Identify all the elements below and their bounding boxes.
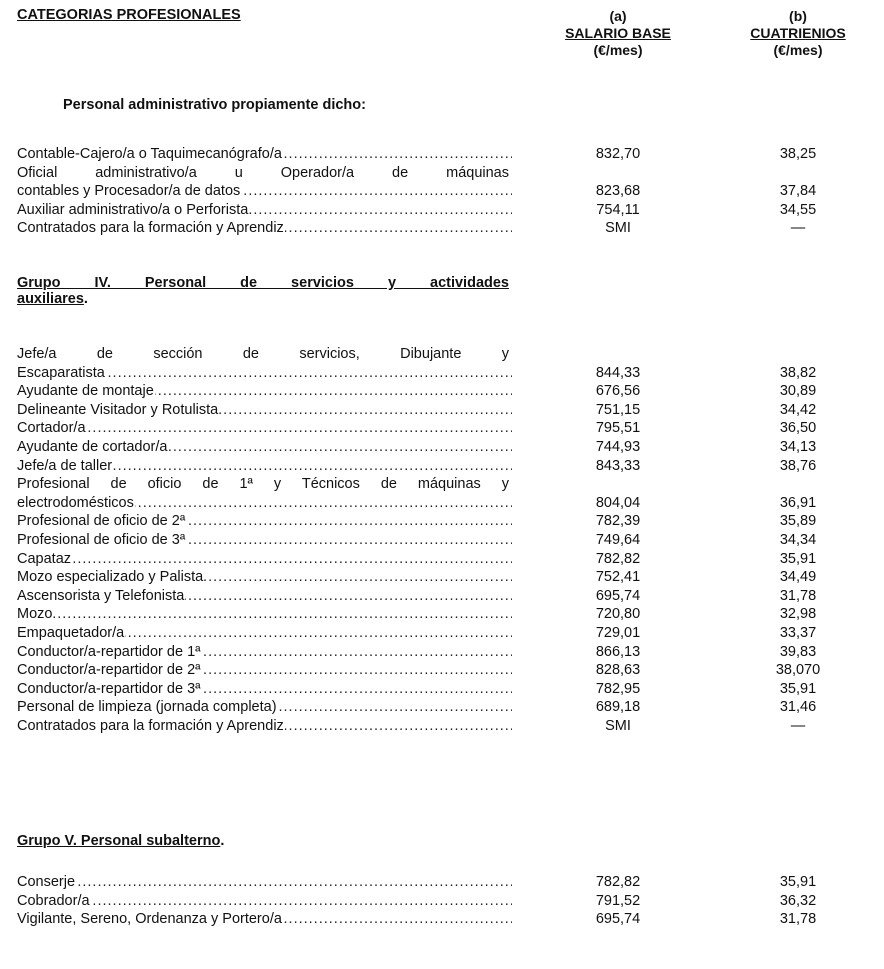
salario-base-value: 744,93 xyxy=(595,439,641,455)
row-label-leader xyxy=(17,910,512,928)
cuatrienios-value: 31,46 xyxy=(779,699,817,716)
salario-base-value: 832,70 xyxy=(595,146,641,162)
salario-base-value: 782,82 xyxy=(595,550,641,567)
row-label-leader xyxy=(17,587,512,605)
column-letter-a: (a) xyxy=(609,8,627,24)
cuatrienios-value: 38,82 xyxy=(779,364,817,381)
row-label-leader xyxy=(17,419,512,437)
cuatrienios-value: 36,91 xyxy=(779,494,817,511)
row-label: Personal de limpieza (jornada completa) xyxy=(17,699,277,716)
row-label-leader xyxy=(17,873,512,891)
row-label-leader xyxy=(17,531,512,549)
row-label-leader xyxy=(17,457,512,475)
row-label-leader xyxy=(17,680,512,698)
table-row xyxy=(17,182,857,200)
row-label-leader xyxy=(17,219,512,237)
row-label-leader xyxy=(17,605,512,623)
cuatrienios-value: 34,42 xyxy=(779,401,817,418)
row-label-line: Jefe/a de sección de servicios, Dibujante y xyxy=(17,346,509,362)
cuatrienios-value: 35,89 xyxy=(779,513,817,530)
salario-base-value: 782,82 xyxy=(595,874,641,890)
table-row xyxy=(17,512,857,530)
cuatrienios-value: 34,34 xyxy=(779,532,817,548)
column-label-cuatrienios: CUATRIENIOS xyxy=(750,25,846,41)
row-label: Jefe/a de taller xyxy=(17,457,113,474)
salario-base-value: 695,74 xyxy=(595,911,641,928)
cuatrienios-value: 37,84 xyxy=(779,183,817,200)
row-label-leader xyxy=(17,568,512,586)
row-label: electrodomésticos xyxy=(17,494,134,511)
salario-base-value: 782,95 xyxy=(595,680,641,697)
row-label: Capataz xyxy=(17,550,72,567)
row-label-line: Profesional de oficio de 1ª y Técnicos de máquinas y xyxy=(17,476,509,493)
salario-base-value: 749,64 xyxy=(595,532,641,548)
cuatrienios-value: 38,76 xyxy=(779,457,817,474)
row-label: Vigilante, Sereno, Ordenanza y Portero/a xyxy=(17,911,282,928)
row-label: Contable-Cajero/a o Taquimecanógrafo/a xyxy=(17,146,282,162)
cuatrienios-value: — xyxy=(790,220,806,237)
table-row xyxy=(17,680,857,698)
salario-base-value: 804,04 xyxy=(595,494,641,511)
row-label-leader xyxy=(17,661,512,679)
salario-base-value: 823,68 xyxy=(595,183,641,200)
cuatrienios-value: 36,50 xyxy=(779,420,817,437)
cuatrienios-value: 32,98 xyxy=(779,606,817,623)
row-label: Cortador/a xyxy=(17,420,86,437)
cuatrienios-value: 31,78 xyxy=(779,587,817,604)
row-label-leader xyxy=(17,643,512,661)
row-label: Mozo especializado y Palista xyxy=(17,569,204,586)
salario-base-value: 791,52 xyxy=(595,892,641,909)
table-row xyxy=(17,661,857,679)
row-label: Conserje xyxy=(17,874,76,890)
column-unit-a: (€/mes) xyxy=(593,42,643,58)
row-label-leader xyxy=(17,145,512,163)
salario-base-value: 689,18 xyxy=(595,699,641,716)
cuatrienios-value: 30,89 xyxy=(779,383,817,400)
table-row xyxy=(17,587,857,605)
row-label: Profesional de oficio de 3ª xyxy=(17,532,186,548)
row-label: Ayudante de cortador/a xyxy=(17,439,168,455)
section-title-grupo-iv-end: . xyxy=(83,291,88,307)
row-label-leader xyxy=(17,182,512,200)
salario-base-value: 676,56 xyxy=(595,383,641,400)
table-row xyxy=(17,892,857,910)
table-row xyxy=(17,438,857,456)
cuatrienios-value: 39,83 xyxy=(779,643,817,660)
row-label-leader xyxy=(17,550,512,568)
section-title-grupo-v-text: Grupo V. Personal subalterno xyxy=(17,833,221,849)
row-label: Auxiliar administrativo/a o Perforista xyxy=(17,201,249,218)
cuatrienios-value: 34,55 xyxy=(779,201,817,218)
salario-base-value: 720,80 xyxy=(595,606,641,623)
salario-base-value: 844,33 xyxy=(595,364,641,381)
salario-base-value: 729,01 xyxy=(595,625,641,641)
table-row xyxy=(17,145,857,163)
row-label: Mozo xyxy=(17,606,53,623)
cuatrienios-value: 35,91 xyxy=(779,680,817,697)
row-label: Empaquetador/a xyxy=(17,625,125,641)
table-row xyxy=(17,550,857,568)
row-label: Escaparatista xyxy=(17,364,105,381)
salario-base-value: 795,51 xyxy=(595,420,641,437)
page-title: CATEGORIAS PROFESIONALES xyxy=(17,7,241,23)
salario-base-value: 782,39 xyxy=(595,513,641,530)
table-row xyxy=(17,698,857,716)
salario-base-value: 754,11 xyxy=(596,201,640,218)
cuatrienios-value: 31,78 xyxy=(779,911,817,928)
salario-base-value: 843,33 xyxy=(595,457,641,474)
cuatrienios-value: 38,25 xyxy=(779,146,817,162)
section-title-grupo-v xyxy=(17,833,224,849)
section-title-admin: Personal administrativo propiamente dicho: xyxy=(63,97,366,113)
row-label: contables y Procesador/a de datos xyxy=(17,183,241,200)
row-label: Conductor/a-repartidor de 2ª xyxy=(17,662,201,679)
cuatrienios-value: 36,32 xyxy=(779,892,817,909)
table-row xyxy=(17,419,857,437)
row-label: Delineante Visitador y Rotulista xyxy=(17,401,219,418)
row-label-leader xyxy=(17,512,512,530)
row-label-leader xyxy=(17,401,512,419)
column-letter-b: (b) xyxy=(789,8,807,24)
table-row xyxy=(17,568,857,586)
row-label-leader xyxy=(17,364,512,382)
column-label-salario-base: SALARIO BASE xyxy=(565,25,671,41)
row-label-leader xyxy=(17,892,512,910)
row-label-line: Oficial administrativo/a u Operador/a de máquinas xyxy=(17,164,509,181)
table-row xyxy=(17,457,857,475)
row-label-leader xyxy=(17,438,512,456)
row-label: Contratados para la formación y Aprendiz xyxy=(17,220,284,237)
column-header-salario xyxy=(548,8,688,59)
row-label-leader xyxy=(17,201,512,219)
salario-base-value: 695,74 xyxy=(595,587,641,604)
row-label: Contratados para la formación y Aprendiz xyxy=(17,718,284,734)
salario-base-value: 866,13 xyxy=(595,643,641,660)
salario-base-value: SMI xyxy=(605,718,631,734)
table-row xyxy=(17,605,857,623)
salario-base-value: 752,41 xyxy=(595,569,641,586)
salario-base-value: 828,63 xyxy=(595,662,641,679)
table-row xyxy=(17,364,857,382)
row-label: Ascensorista y Telefonista xyxy=(17,587,185,604)
table-row xyxy=(17,201,857,219)
column-unit-b: (€/mes) xyxy=(773,42,823,58)
cuatrienios-value: 33,37 xyxy=(779,625,817,641)
cuatrienios-value: 34,49 xyxy=(779,569,817,586)
row-label: Ayudante de montaje xyxy=(17,383,154,400)
table-row xyxy=(17,624,857,642)
table-row xyxy=(17,910,857,928)
cuatrienios-value: 35,91 xyxy=(779,550,817,567)
cuatrienios-value: 35,91 xyxy=(779,874,817,890)
table-row xyxy=(17,717,857,735)
column-header-cuatrienios xyxy=(728,8,868,59)
section-title-grupo-iv-line1: Grupo IV. Personal de servicios y actividades xyxy=(17,275,509,291)
row-label-leader xyxy=(17,698,512,716)
table-row xyxy=(17,494,857,512)
cuatrienios-value: — xyxy=(790,718,806,734)
row-label-leader xyxy=(17,624,512,642)
table-row xyxy=(17,643,857,661)
table-row xyxy=(17,401,857,419)
table-row xyxy=(17,873,857,891)
row-label-leader xyxy=(17,494,512,512)
salario-base-value: SMI xyxy=(605,220,631,237)
cuatrienios-value: 38,070 xyxy=(775,662,821,679)
section-title-grupo-iv xyxy=(17,275,509,307)
table-row xyxy=(17,531,857,549)
table-row xyxy=(17,382,857,400)
row-label-leader xyxy=(17,382,512,400)
section-title-grupo-v-end: . xyxy=(220,833,225,849)
row-label-leader xyxy=(17,717,512,735)
row-label: Conductor/a-repartidor de 1ª xyxy=(17,643,201,660)
table-row xyxy=(17,219,857,237)
salario-base-value: 751,15 xyxy=(595,401,641,418)
row-label: Cobrador/a xyxy=(17,892,90,909)
section-title-grupo-iv-line2: auxiliares xyxy=(17,291,84,307)
cuatrienios-value: 34,13 xyxy=(779,439,817,455)
row-label: Conductor/a-repartidor de 3ª xyxy=(17,680,201,697)
row-label: Profesional de oficio de 2ª xyxy=(17,513,186,530)
